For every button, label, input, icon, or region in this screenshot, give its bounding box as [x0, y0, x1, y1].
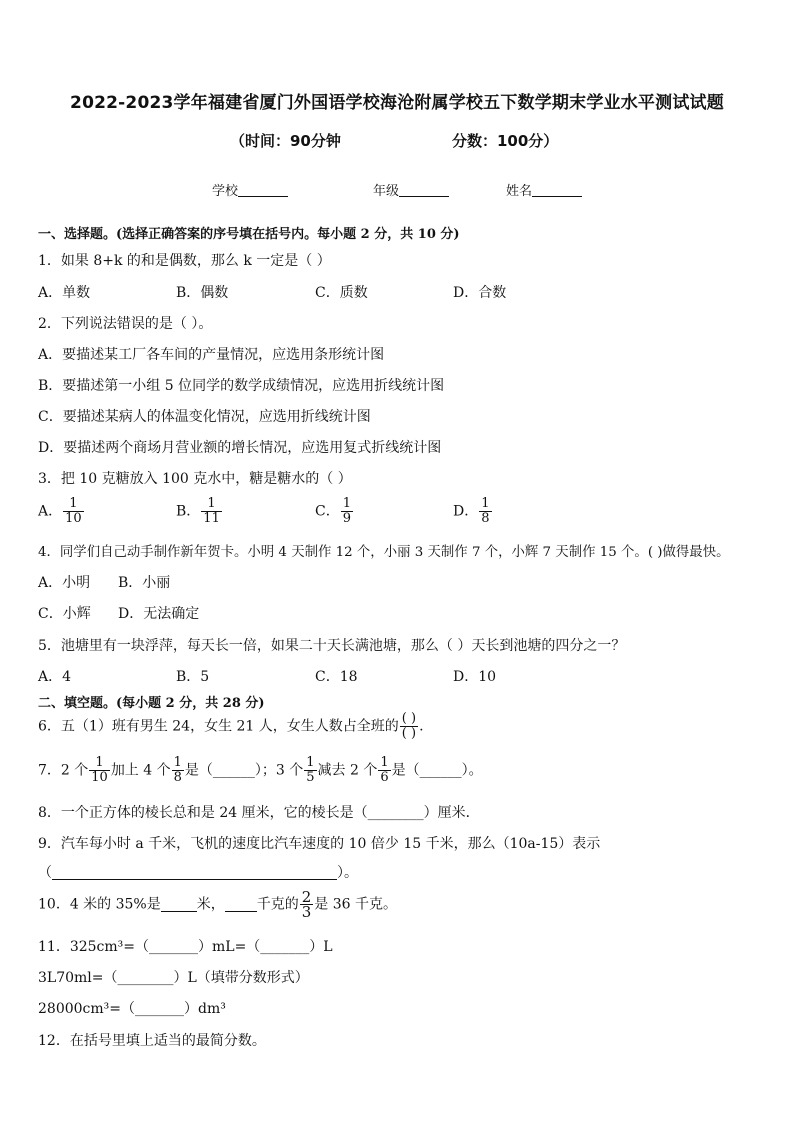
grade-blank[interactable]	[399, 182, 449, 197]
q2-option-c[interactable]: C．要描述某病人的体温变化情况，应选用折线统计图	[38, 409, 371, 425]
q4-option-c[interactable]: C．小辉	[38, 606, 91, 622]
q4-stem: 4．同学们自己动手制作新年贺卡。小明 4 天制作 12 个，小丽 3 天制作 7 个，小辉 7 天制作 15 个。( )做得最快。	[38, 545, 730, 560]
q1-option-a[interactable]: A．单数	[38, 285, 91, 301]
name-label: 姓名	[506, 184, 533, 199]
q3-option-d[interactable]	[453, 497, 493, 526]
q3-option-a[interactable]	[38, 497, 85, 526]
name-blank[interactable]	[532, 182, 582, 197]
q6: 6．五（1）班有男生 24，女生 21 人，女生人数占全班的 $\frac{( )}{( )}$ .	[38, 711, 424, 741]
name-field	[506, 180, 582, 199]
q11-line-2: 3L70ml=（________）L（填带分数形式）	[38, 970, 309, 986]
q3-b-label: B．	[176, 503, 201, 520]
q1-option-b[interactable]: B．偶数	[176, 285, 229, 301]
q10-fraction: $\frac{2}{3}$	[301, 888, 312, 921]
q3-a-fraction: $\frac{1}{10}$	[65, 496, 82, 526]
q1-option-c[interactable]: C．质数	[315, 285, 368, 301]
q9-open-paren: （	[38, 865, 52, 881]
q5-stem: 5．池塘里有一块浮萍，每天长一倍，如果二十天长满池塘，那么（ ）天长到池塘的四分之一？	[38, 638, 626, 654]
q3-option-b[interactable]	[176, 497, 223, 526]
q12: 12．在括号里填上适当的最简分数。	[38, 1033, 266, 1049]
q5-option-a[interactable]: A．4	[38, 669, 72, 685]
section1-heading: 一、选择题。(选择正确答案的序号填在括号内。每小题 2 分，共 10 分)	[38, 227, 460, 242]
q9-close-paren: ）。	[337, 865, 358, 881]
q11-line-1: 11．325cm³=（_______）mL=（_______）L	[38, 939, 333, 955]
school-blank[interactable]	[238, 182, 288, 197]
exam-score: 分数：100分）	[452, 132, 559, 150]
q3-option-c[interactable]	[315, 497, 354, 526]
q3-b-fraction: $\frac{1}{11}$	[203, 496, 220, 526]
q1-stem: 1．如果 8+k 的和是偶数，那么 k 一定是（ ）	[38, 253, 331, 269]
q5-option-c[interactable]: C．18	[315, 669, 358, 685]
q6-text: 6．五（1）班有男生 24，女生 21 人，女生人数占全班的	[38, 718, 399, 735]
q3-d-fraction: $\frac{1}{8}$	[481, 496, 490, 526]
grade-field	[373, 180, 449, 199]
q2-option-b[interactable]: B．要描述第一小组 5 位同学的数学成绩情况，应选用折线统计图	[38, 378, 445, 394]
q5-option-b[interactable]: B．5	[176, 669, 210, 685]
q1-option-d[interactable]: D．合数	[453, 285, 507, 301]
q2-stem: 2．下列说法错误的是（ ）。	[38, 316, 213, 332]
q4-option-a[interactable]: A．小明	[38, 575, 91, 591]
q9-answer-line[interactable]	[38, 862, 358, 882]
q7-fraction-3: $\frac{1}{5}$	[306, 755, 315, 785]
q8: 8．一个正方体的棱长总和是 24 厘米，它的棱长是（________）厘米．	[38, 805, 480, 821]
q4-option-d[interactable]: D．无法确定	[118, 606, 200, 622]
school-field	[212, 180, 288, 199]
q9-blank[interactable]	[52, 865, 337, 880]
q5-option-d[interactable]: D．10	[453, 669, 497, 685]
school-label: 学校	[212, 184, 239, 199]
q2-option-a[interactable]: A．要描述某工厂各车间的产量情况，应选用条形统计图	[38, 347, 385, 363]
q4-option-b[interactable]: B．小丽	[118, 575, 171, 591]
q2-option-d[interactable]: D．要描述两个商场月营业额的增长情况，应选用复式折线统计图	[38, 440, 442, 456]
q9: 9．汽车每小时 a 千米，飞机的速度比汽车速度的 10 倍少 15 千米，那么（10a-15）表示	[38, 836, 601, 852]
q3-a-label: A．	[38, 503, 63, 520]
q10-blank-2[interactable]	[225, 897, 257, 912]
section2-heading: 二、填空题。(每小题 2 分，共 28 分)	[38, 696, 265, 711]
q7-fraction-4: $\frac{1}{6}$	[380, 755, 389, 785]
q10-blank-1[interactable]	[161, 897, 197, 912]
q3-stem: 3．把 10 克糖放入 100 克水中，糖是糖水的（ ）	[38, 471, 352, 487]
q7-fraction-2: $\frac{1}{8}$	[173, 755, 182, 785]
grade-label: 年级	[373, 184, 400, 199]
q7: 7．2 个 $\frac{1}{10}$ 加上 4 个 $\frac{1}{8}$ 是（______）；3 个 $\frac{1}{5}$ 减去 2 个 $\frac{1}{6}$ 是（______）。	[38, 755, 483, 785]
q3-c-label: C．	[315, 503, 340, 520]
q3-c-fraction: $\frac{1}{9}$	[342, 496, 351, 526]
page-title: 2022-2023学年福建省厦门外国语学校海沧附属学校五下数学期末学业水平测试试题	[70, 93, 724, 113]
q7-fraction-1: $\frac{1}{10}$	[91, 755, 108, 785]
q10: 10．4 米的 35%是 米， 千克的 $\frac{2}{3}$ 是 36 千克。	[38, 888, 398, 921]
q6-answer-fraction[interactable]: $\frac{( )}{( )}$	[401, 711, 417, 741]
q11-line-3: 28000cm³=（_______）dm³	[38, 1001, 226, 1017]
exam-time: （时间：90分钟	[230, 132, 341, 150]
q3-d-label: D．	[453, 503, 479, 520]
